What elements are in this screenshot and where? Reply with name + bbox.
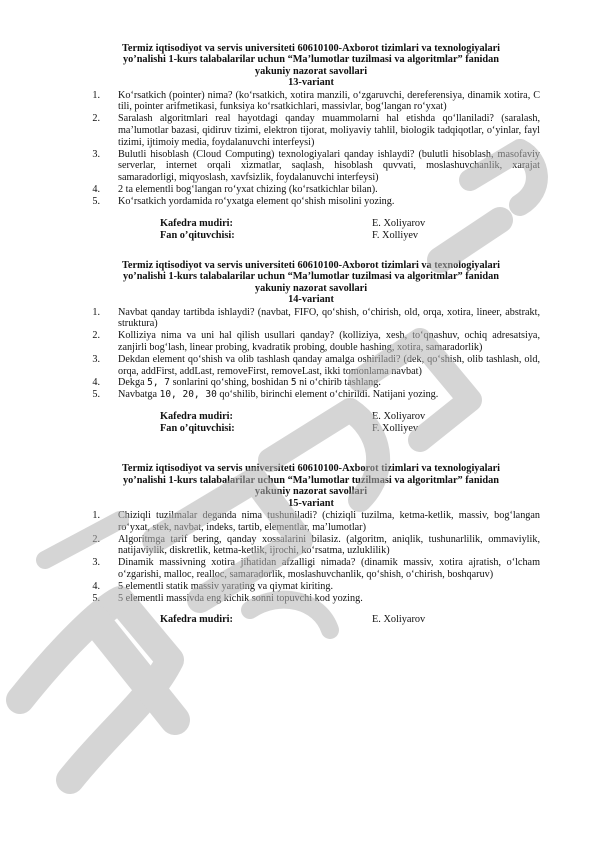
signature-row bbox=[160, 411, 540, 423]
question-number: 5. bbox=[92, 592, 100, 604]
question-number: 2. bbox=[92, 330, 100, 342]
question-item bbox=[82, 330, 540, 354]
signature-row bbox=[160, 423, 540, 435]
signature-name: E. Xoliyarov bbox=[372, 614, 426, 626]
question-item bbox=[82, 149, 540, 184]
question-text: Dinamik massivning xotira jihatidan afzalligi nimada? (dinamik massiv, xotira ajratish, oʻlcham oʻzgarishi, malloc, realloc, samaradorlik, moslashuvchanlik, qoʻshish, oʻchirish, boshqaruv) bbox=[118, 557, 540, 581]
header-exam: yakuniy nazorat savollari bbox=[254, 282, 368, 294]
variant-header bbox=[82, 260, 540, 306]
variant-label: 13-variant bbox=[288, 77, 334, 89]
question-item bbox=[82, 184, 540, 196]
question-text: 2 ta elementli bogʻlangan roʻyxat chizing (koʻrsatkichlar bilan). bbox=[118, 184, 378, 195]
question-number: 4. bbox=[92, 377, 100, 389]
question-text: Koʻrsatkich (pointer) nima? (koʻrsatkich, xotira manzili, oʻzgaruvchi, dereferensiya, dinamik xotira, C tili, pointer arifmetikasi, funksiya koʻrsatkichlari, massivlar, bogʻlangan roʻyxat) bbox=[118, 89, 540, 113]
question-item bbox=[82, 196, 540, 208]
question-text-part: sonlarini qoʻshing, boshidan bbox=[170, 377, 291, 389]
variant-label: 14-variant bbox=[288, 294, 334, 306]
question-text bbox=[118, 377, 540, 389]
question-list bbox=[82, 510, 540, 604]
signature-name: F. Xolliyev bbox=[372, 229, 419, 241]
question-text: Chiziqli tuzilmalar deganda nima tushuniladi? (chiziqli tuzilma, ketma-ketlik, massiv, bogʻlangan roʻyxat, stek, navbat, indeks, tartib, elementlar, maʼlumotlar) bbox=[118, 510, 540, 533]
question-number: 1. bbox=[92, 89, 100, 101]
signature-row bbox=[160, 614, 540, 626]
question-text: Dekdan element qoʻshish va olib tashlash qanday amalga oshiriladi? (dek, qoʻshish, olib tashlash, old, orqa, addFirst, addLast, removeFirst, removeLast, ikki tomonlama navbat) bbox=[118, 353, 540, 377]
signature-block bbox=[160, 218, 540, 242]
signature-name: E. Xoliyarov bbox=[372, 411, 426, 422]
question-item bbox=[82, 389, 540, 401]
signature-role: Kafedra mudiri: bbox=[160, 614, 233, 626]
variant-14-section bbox=[82, 260, 540, 435]
question-text-part: ni oʻchirib tashlang. bbox=[296, 377, 381, 389]
question-item bbox=[82, 90, 540, 114]
header-exam: yakuniy nazorat savollari bbox=[254, 486, 368, 498]
question-text-part: Navbatga bbox=[118, 389, 160, 401]
header-course: yo’nalishi 1-kurs talabalarilar uchun “Ma’lumotlar tuzilmasi va algoritmlar” fanidan bbox=[122, 54, 500, 66]
question-text: Bulutli hisoblash (Cloud Computing) texnologiyalari qanday ishlaydi? (bulutli hisoblash, masofaviy serverlar, internet orqali xizmatlar, saqlash, hisoblash quvvati, moslashuvchanlik, xarajat samaradorligi, miqyoslash, xavfsizlik, foydalanuvchi interfeysi) bbox=[118, 148, 540, 184]
variant-15-section bbox=[82, 463, 540, 626]
question-number: 3. bbox=[92, 557, 100, 569]
code-snippet: 5, 7 bbox=[147, 377, 171, 389]
question-number: 5. bbox=[92, 389, 100, 401]
variant-13-section bbox=[82, 43, 540, 242]
signature-name: E. Xoliyarov bbox=[372, 217, 426, 229]
header-course: yo’nalishi 1-kurs talabalarilar uchun “Ma’lumotlar tuzilmasi va algoritmlar” fanidan bbox=[122, 271, 500, 283]
signature-row bbox=[160, 230, 540, 242]
question-number: 1. bbox=[92, 510, 100, 522]
signature-role: Kafedra mudiri: bbox=[160, 411, 233, 422]
question-text: Algoritmga tarif bering, qanday xossalarini bilasiz. (algoritm, aniqlik, tushunarlilik, ommaviylik, natijaviylik, diskretlik, ketma-ketlik, ijrochi, koʻrsatma, uzluklilik) bbox=[118, 533, 540, 557]
question-text: 5 elementli statik massiv yarating va qiymat kiriting. bbox=[118, 580, 334, 592]
question-number: 2. bbox=[92, 533, 100, 545]
question-text bbox=[118, 389, 540, 401]
question-text-part: qoʻshilib, birinchi element oʻchirildi. Natijani yozing. bbox=[216, 389, 439, 401]
signature-name: F. Xolliyev bbox=[372, 423, 419, 435]
question-text: Kolliziya nima va uni hal qilish usullari qanday? (kolliziya, xesh, toʻqnashuv, ochiq adresatsiya, zanjirli bogʻlash, linear probing, kvadratik probing, double hashing, xotira, samaradorlik) bbox=[118, 330, 540, 354]
question-number: 2. bbox=[92, 113, 100, 125]
signature-block bbox=[160, 411, 540, 435]
question-item bbox=[82, 510, 540, 534]
question-list bbox=[82, 90, 540, 208]
question-item bbox=[82, 354, 540, 378]
question-number: 3. bbox=[92, 353, 100, 365]
signature-row bbox=[160, 218, 540, 230]
signature-role: Fan o’qituvchisi: bbox=[160, 423, 235, 435]
variant-label: 15-variant bbox=[288, 497, 334, 509]
question-number: 3. bbox=[92, 148, 100, 160]
question-number: 5. bbox=[92, 195, 100, 207]
header-exam: yakuniy nazorat savollari bbox=[254, 65, 368, 77]
variant-header bbox=[82, 463, 540, 509]
signature-block bbox=[160, 614, 540, 626]
header-course: yo’nalishi 1-kurs talabalarilar uchun “Ma’lumotlar tuzilmasi va algoritmlar” fanidan bbox=[122, 474, 500, 486]
question-text: Navbat qanday tartibda ishlaydi? (navbat, FIFO, qoʻshish, oʻchirish, old, orqa, xotira, lineer, abstrakt, struktura) bbox=[118, 306, 540, 330]
variant-header bbox=[82, 43, 540, 89]
question-number: 4. bbox=[92, 184, 100, 195]
question-list bbox=[82, 307, 540, 401]
question-item bbox=[82, 593, 540, 605]
code-snippet: 10, 20, 30 bbox=[159, 389, 217, 401]
header-university: Termiz iqtisodiyot va servis universiteti 60610100-Axborot tizimlari va texnologiyalari bbox=[121, 463, 501, 475]
question-item bbox=[82, 557, 540, 581]
header-university: Termiz iqtisodiyot va servis universiteti 60610100-Axborot tizimlari va texnologiyalari bbox=[121, 260, 501, 271]
question-item bbox=[82, 307, 540, 331]
question-number: 4. bbox=[92, 580, 100, 592]
signature-role: Kafedra mudiri: bbox=[160, 217, 233, 229]
question-number: 1. bbox=[92, 306, 100, 318]
document-content bbox=[82, 43, 540, 645]
header-university: Termiz iqtisodiyot va servis universiteti 60610100-Axborot tizimlari va texnologiyalari bbox=[121, 43, 501, 54]
question-item bbox=[82, 534, 540, 558]
question-text: 5 elementli massivda eng kichik sonni topuvchi kod yozing. bbox=[118, 592, 363, 604]
code-snippet: 5 bbox=[290, 377, 297, 389]
question-item bbox=[82, 113, 540, 148]
question-item bbox=[82, 581, 540, 593]
question-text-part: Dekga bbox=[118, 377, 148, 389]
signature-role: Fan o’qituvchisi: bbox=[160, 229, 235, 241]
question-item bbox=[82, 377, 540, 389]
question-text: Koʻrsatkich yordamida roʻyxatga element qoʻshish misolini yozing. bbox=[118, 195, 395, 207]
question-text: Saralash algoritmlari real hayotdagi qanday muammolarni hal etishda qoʻllaniladi? (saralash, maʼlumotlar bazasi, qidiruv tizimi, elektron tijorat, moliyaviy tahlil, biologik tadqiqotlar, oʻyinlar, fayl tizimi, ijtimoiy media, foydalanuvchi interfeysi) bbox=[118, 113, 540, 148]
